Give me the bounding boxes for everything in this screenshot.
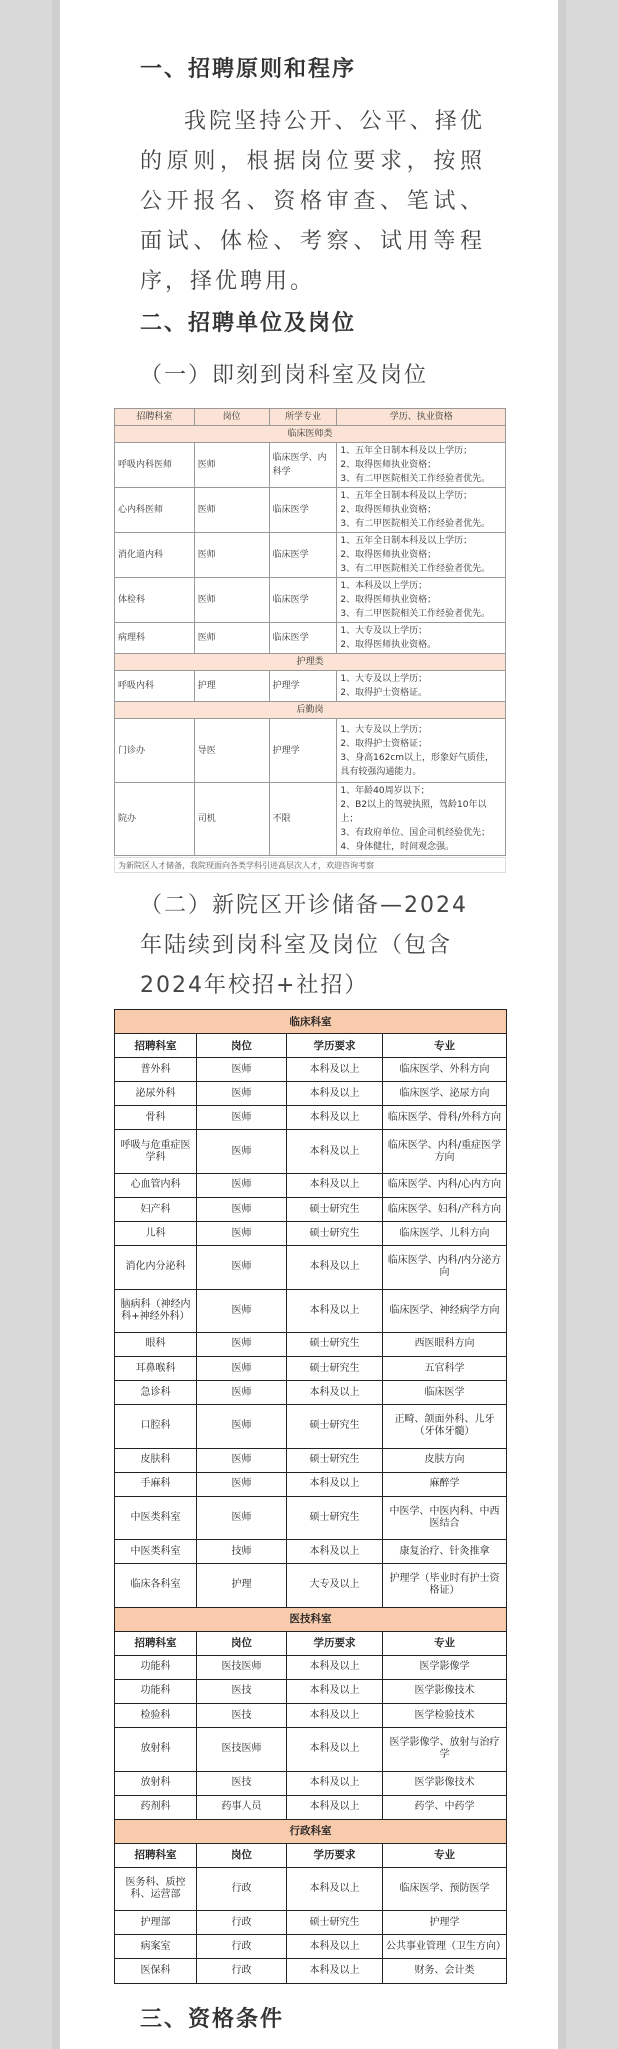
- dept-cell: 院办: [115, 783, 195, 856]
- table-1-header-cell: 岗位: [194, 409, 269, 426]
- table-row: [115, 1448, 507, 1472]
- post-cell: 医师: [197, 1222, 287, 1246]
- major-cell: 医学影像学: [383, 1655, 507, 1679]
- section-3-title: 三、资格条件: [140, 2007, 285, 2032]
- dept-cell: 放射科: [115, 1728, 197, 1771]
- requirement-line: 2、取得医师执业资格；: [340, 550, 437, 560]
- table-row: [115, 1197, 507, 1221]
- table-row: [115, 1405, 507, 1448]
- table-row: [115, 443, 506, 488]
- post-cell: 行政: [197, 1935, 287, 1959]
- education-cell: 本科及以上: [287, 1704, 383, 1728]
- table-1-group-label: 临床医师类: [115, 426, 506, 443]
- dept-cell: 药剂科: [115, 1795, 197, 1819]
- education-cell: 硕士研究生: [287, 1197, 383, 1221]
- major-cell: 临床医学: [269, 488, 337, 533]
- requirement-line: 3、有二甲医院相关工作经验者优先。: [340, 474, 491, 484]
- major-cell: 康复治疗、针灸推拿: [383, 1540, 507, 1564]
- table-2-group-row: [115, 1819, 507, 1843]
- major-cell: 医学检验技术: [383, 1704, 507, 1728]
- requirement-cell: [337, 783, 506, 856]
- education-cell: 本科及以上: [287, 1173, 383, 1197]
- table-row: [115, 1332, 507, 1356]
- post-cell: 医师: [197, 1173, 287, 1197]
- section-2-sub-2: （二）新院区开诊储备—2024年陆续到岗科室及岗位（包含2024年校招+社招）: [140, 893, 468, 998]
- table-row: [115, 1959, 507, 1984]
- table-row: [115, 1357, 507, 1381]
- requirement-cell: [337, 623, 506, 654]
- table-row: [115, 1867, 507, 1910]
- major-cell: 医学影像技术: [383, 1771, 507, 1795]
- post-cell: 医师: [194, 623, 269, 654]
- post-cell: 医师: [197, 1448, 287, 1472]
- education-cell: 硕士研究生: [287, 1222, 383, 1246]
- major-cell: 临床医学、内科学: [269, 443, 337, 488]
- table-1-header-cell: 招聘科室: [115, 409, 195, 426]
- table-2-group-row: [115, 1010, 507, 1034]
- requirement-line: 2、取得医师执业资格；: [340, 505, 437, 515]
- table-row: [115, 1173, 507, 1197]
- education-cell: 硕士研究生: [287, 1496, 383, 1539]
- section-1-body: 我院坚持公开、公平、择优的原则，根据岗位要求，按照公开报名、资格审查、笔试、面试、体检、考察、试用等程序，择优聘用。: [140, 109, 485, 294]
- major-cell: 皮肤方向: [383, 1448, 507, 1472]
- education-cell: 本科及以上: [287, 1106, 383, 1130]
- table-2-group-label: 行政科室: [115, 1819, 507, 1843]
- table-1-group-row: [115, 426, 506, 443]
- major-cell: 正畸、颌面外科、儿牙（牙体牙髓）: [383, 1405, 507, 1448]
- post-cell: 医师: [194, 578, 269, 623]
- table-row: [115, 1564, 507, 1607]
- requirement-cell: [337, 719, 506, 783]
- requirement-line: 3、身高162cm以上，形象好气质佳，具有较强沟通能力。: [340, 752, 495, 777]
- table-row: [115, 1496, 507, 1539]
- post-cell: 医师: [197, 1289, 287, 1332]
- requirement-line: 1、五年全日制本科及以上学历；: [340, 446, 473, 456]
- dept-cell: 心血管内科: [115, 1173, 197, 1197]
- table-row: [115, 1058, 507, 1082]
- right-margin: [566, 0, 618, 2049]
- dept-cell: 中医类科室: [115, 1540, 197, 1564]
- major-cell: 临床医学、妇科/产科方向: [383, 1197, 507, 1221]
- major-cell: 临床医学: [269, 578, 337, 623]
- table-2-group-label: 医技科室: [115, 1607, 507, 1631]
- dept-cell: 病理科: [115, 623, 195, 654]
- requirement-line: 3、有二甲医院相关工作经验者优先。: [340, 519, 491, 529]
- section-1-title: 一、招聘原则和程序: [140, 57, 357, 82]
- education-cell: 大专及以上: [287, 1564, 383, 1607]
- post-cell: 医师: [197, 1106, 287, 1130]
- education-cell: 本科及以上: [287, 1655, 383, 1679]
- major-cell: 临床医学、内科/心内方向: [383, 1173, 507, 1197]
- requirement-cell: [337, 443, 506, 488]
- requirement-line: 2、取得医师执业资格；: [340, 460, 437, 470]
- requirement-line: 1、大专及以上学历；: [340, 724, 428, 735]
- table-2-header-cell: 学历要求: [287, 1843, 383, 1867]
- dept-cell: 骨科: [115, 1106, 197, 1130]
- table-row: [115, 1679, 507, 1703]
- education-cell: 硕士研究生: [287, 1448, 383, 1472]
- major-cell: 医学影像学、放射与治疗学: [383, 1728, 507, 1771]
- major-cell: 麻醉学: [383, 1472, 507, 1496]
- table-row: [115, 1246, 507, 1289]
- major-cell: 临床医学、内科/内分泌方向: [383, 1246, 507, 1289]
- major-cell: 临床医学、神经病学方向: [383, 1289, 507, 1332]
- education-cell: 本科及以上: [287, 1679, 383, 1703]
- major-cell: 临床医学: [383, 1381, 507, 1405]
- post-cell: 药事人员: [197, 1795, 287, 1819]
- dept-cell: 功能科: [115, 1679, 197, 1703]
- major-cell: 西医眼科方向: [383, 1332, 507, 1356]
- requirement-line: 1、五年全日制本科及以上学历；: [340, 491, 473, 501]
- table-row: [115, 1911, 507, 1935]
- requirement-line: 3、有二甲医院相关工作经验者优先。: [340, 564, 491, 574]
- education-cell: 本科及以上: [287, 1130, 383, 1173]
- post-cell: 医师: [197, 1357, 287, 1381]
- post-cell: 医师: [197, 1332, 287, 1356]
- major-cell: 公共事业管理（卫生方向）: [383, 1935, 507, 1959]
- table-row: [115, 671, 506, 702]
- education-cell: 本科及以上: [287, 1795, 383, 1819]
- table-1-group-label: 后勤岗: [115, 702, 506, 719]
- dept-cell: 呼吸内科: [115, 671, 195, 702]
- education-cell: 本科及以上: [287, 1381, 383, 1405]
- post-cell: 医师: [197, 1130, 287, 1173]
- post-cell: 医技医师: [197, 1655, 287, 1679]
- education-cell: 硕士研究生: [287, 1332, 383, 1356]
- table-row: [115, 719, 506, 783]
- section-2-title: 二、招聘单位及岗位: [140, 311, 357, 336]
- post-cell: 护理: [197, 1564, 287, 1607]
- major-cell: 临床医学: [269, 533, 337, 578]
- table-1-header-cell: 学历、执业资格: [337, 409, 506, 426]
- post-cell: 护理: [194, 671, 269, 702]
- right-shadow: [558, 0, 566, 2049]
- table-2-header-row: [115, 1034, 507, 1058]
- table-2-header-cell: 专业: [383, 1034, 507, 1058]
- requirement-line: 1、五年全日制本科及以上学历；: [340, 536, 473, 546]
- table-1-note: 为新院区人才储备，我院现面向各类学科引进高层次人才，欢迎咨询考察: [114, 857, 506, 873]
- dept-cell: 耳鼻喉科: [115, 1357, 197, 1381]
- dept-cell: 消化内分泌科: [115, 1246, 197, 1289]
- major-cell: 不限: [269, 783, 337, 856]
- table-row: [115, 1728, 507, 1771]
- table-2-header-cell: 学历要求: [287, 1034, 383, 1058]
- requirement-line: 1、大专及以上学历；: [340, 674, 428, 684]
- requirement-cell: [337, 488, 506, 533]
- dept-cell: 口腔科: [115, 1405, 197, 1448]
- table-1-header-row: [115, 409, 506, 426]
- requirement-line: 3、有政府单位、国企司机经验优先；: [340, 828, 491, 838]
- table-row: [115, 1381, 507, 1405]
- dept-cell: 中医类科室: [115, 1496, 197, 1539]
- education-cell: 本科及以上: [287, 1058, 383, 1082]
- post-cell: 医技: [197, 1704, 287, 1728]
- requirement-line: 1、大专及以上学历；: [340, 626, 428, 636]
- post-cell: 医技: [197, 1679, 287, 1703]
- post-cell: 医技: [197, 1771, 287, 1795]
- table-row: [115, 488, 506, 533]
- dept-cell: 临床各科室: [115, 1564, 197, 1607]
- requirement-line: 2、取得护士资格证。: [340, 688, 428, 698]
- post-cell: 医师: [197, 1405, 287, 1448]
- table-row: [115, 1771, 507, 1795]
- post-cell: 医师: [194, 533, 269, 578]
- post-cell: 医师: [197, 1496, 287, 1539]
- table-2-header-cell: 专业: [383, 1631, 507, 1655]
- major-cell: 中医学、中医内科、中西医结合: [383, 1496, 507, 1539]
- table-row: [115, 1130, 507, 1173]
- table-row: [115, 623, 506, 654]
- education-cell: 本科及以上: [287, 1082, 383, 1106]
- table-row: [115, 1935, 507, 1959]
- major-cell: 临床医学、预防医学: [383, 1867, 507, 1910]
- dept-cell: 病案室: [115, 1935, 197, 1959]
- post-cell: 医师: [197, 1381, 287, 1405]
- table-1-header-cell: 所学专业: [269, 409, 337, 426]
- table-2-group-row: [115, 1607, 507, 1631]
- table-immediate-positions: [114, 408, 506, 856]
- post-cell: 行政: [197, 1959, 287, 1984]
- dept-cell: 门诊办: [115, 719, 195, 783]
- dept-cell: 泌尿外科: [115, 1082, 197, 1106]
- requirement-line: 2、B2以上的驾驶执照，驾龄10年以上；: [340, 800, 487, 824]
- post-cell: 行政: [197, 1911, 287, 1935]
- table-2-group-label: 临床科室: [115, 1010, 507, 1034]
- post-cell: 医师: [197, 1058, 287, 1082]
- dept-cell: 消化道内科: [115, 533, 195, 578]
- left-margin: [0, 0, 52, 2049]
- requirement-cell: [337, 533, 506, 578]
- post-cell: 导医: [194, 719, 269, 783]
- table-2-header-row: [115, 1843, 507, 1867]
- requirement-cell: [337, 671, 506, 702]
- dept-cell: 体检科: [115, 578, 195, 623]
- dept-cell: 急诊科: [115, 1381, 197, 1405]
- table-1-group-row: [115, 702, 506, 719]
- post-cell: 医师: [197, 1082, 287, 1106]
- requirement-line: 2、取得医师执业资格；: [340, 595, 437, 605]
- article-page: [60, 0, 558, 2049]
- requirement-line: 2、取得医师执业资格。: [340, 640, 437, 650]
- education-cell: 本科及以上: [287, 1728, 383, 1771]
- table-2-header-cell: 招聘科室: [115, 1631, 197, 1655]
- major-cell: 临床医学、泌尿方向: [383, 1082, 507, 1106]
- requirement-cell: [337, 578, 506, 623]
- major-cell: 五官科学: [383, 1357, 507, 1381]
- section-2-sub-1: （一）即刻到岗科室及岗位: [140, 363, 429, 388]
- post-cell: 司机: [194, 783, 269, 856]
- dept-cell: 医保科: [115, 1959, 197, 1984]
- dept-cell: 呼吸与危重症医学科: [115, 1130, 197, 1173]
- table-2-header-cell: 学历要求: [287, 1631, 383, 1655]
- major-cell: 护理学: [383, 1911, 507, 1935]
- table-row: [115, 578, 506, 623]
- table-1-group-label: 护理类: [115, 654, 506, 671]
- education-cell: 本科及以上: [287, 1246, 383, 1289]
- post-cell: 医师: [197, 1472, 287, 1496]
- major-cell: 护理学（毕业时有护士资格证）: [383, 1564, 507, 1607]
- table-row: [115, 1540, 507, 1564]
- table-2-header-cell: 岗位: [197, 1843, 287, 1867]
- table-row: [115, 1082, 507, 1106]
- dept-cell: 手麻科: [115, 1472, 197, 1496]
- requirement-line: 1、本科及以上学历；: [340, 581, 428, 591]
- table-row: [115, 1106, 507, 1130]
- table-row: [115, 1222, 507, 1246]
- table-row: [115, 1704, 507, 1728]
- dept-cell: 妇产科: [115, 1197, 197, 1221]
- table-row: [115, 1289, 507, 1332]
- table-2-header-cell: 岗位: [197, 1034, 287, 1058]
- post-cell: 行政: [197, 1867, 287, 1910]
- education-cell: 硕士研究生: [287, 1357, 383, 1381]
- major-cell: 护理学: [269, 719, 337, 783]
- major-cell: 临床医学: [269, 623, 337, 654]
- table-row: [115, 533, 506, 578]
- requirement-line: 3、有二甲医院相关工作经验者优先。: [340, 609, 491, 619]
- table-2-header-cell: 招聘科室: [115, 1843, 197, 1867]
- table-2-header-row: [115, 1631, 507, 1655]
- post-cell: 医师: [194, 443, 269, 488]
- education-cell: 本科及以上: [287, 1771, 383, 1795]
- major-cell: 临床医学、内科/重症医学方向: [383, 1130, 507, 1173]
- major-cell: 临床医学、骨科/外科方向: [383, 1106, 507, 1130]
- requirement-line: 2、取得护士资格证；: [340, 738, 428, 749]
- dept-cell: 眼科: [115, 1332, 197, 1356]
- post-cell: 技师: [197, 1540, 287, 1564]
- table-row: [115, 1655, 507, 1679]
- dept-cell: 放射科: [115, 1771, 197, 1795]
- dept-cell: 心内科医师: [115, 488, 195, 533]
- table-1-group-row: [115, 654, 506, 671]
- major-cell: 医学影像技术: [383, 1679, 507, 1703]
- education-cell: 硕士研究生: [287, 1405, 383, 1448]
- major-cell: 临床医学、外科方向: [383, 1058, 507, 1082]
- dept-cell: 普外科: [115, 1058, 197, 1082]
- requirement-line: 1、年龄40周岁以下；: [340, 786, 430, 796]
- education-cell: 本科及以上: [287, 1959, 383, 1984]
- major-cell: 临床医学、儿科方向: [383, 1222, 507, 1246]
- left-shadow: [52, 0, 60, 2049]
- post-cell: 医技医师: [197, 1728, 287, 1771]
- table-row: [115, 1795, 507, 1819]
- table-row: [115, 1472, 507, 1496]
- post-cell: 医师: [194, 488, 269, 533]
- table-2-header-cell: 专业: [383, 1843, 507, 1867]
- education-cell: 本科及以上: [287, 1289, 383, 1332]
- table-2-header-cell: 招聘科室: [115, 1034, 197, 1058]
- major-cell: 护理学: [269, 671, 337, 702]
- dept-cell: 呼吸内科医师: [115, 443, 195, 488]
- dept-cell: 脑病科（神经内科+神经外科）: [115, 1289, 197, 1332]
- post-cell: 医师: [197, 1197, 287, 1221]
- post-cell: 医师: [197, 1246, 287, 1289]
- education-cell: 本科及以上: [287, 1472, 383, 1496]
- education-cell: 本科及以上: [287, 1867, 383, 1910]
- dept-cell: 儿科: [115, 1222, 197, 1246]
- table-2-header-cell: 岗位: [197, 1631, 287, 1655]
- table-row: [115, 783, 506, 856]
- table-reserve-positions: [114, 1009, 507, 1984]
- major-cell: 药学、中药学: [383, 1795, 507, 1819]
- education-cell: 本科及以上: [287, 1935, 383, 1959]
- major-cell: 财务、会计类: [383, 1959, 507, 1984]
- dept-cell: 检验科: [115, 1704, 197, 1728]
- requirement-line: 4、身体健壮，时间观念强。: [340, 842, 455, 852]
- education-cell: 硕士研究生: [287, 1911, 383, 1935]
- dept-cell: 皮肤科: [115, 1448, 197, 1472]
- dept-cell: 医务科、质控科、运营部: [115, 1867, 197, 1910]
- dept-cell: 功能科: [115, 1655, 197, 1679]
- education-cell: 本科及以上: [287, 1540, 383, 1564]
- dept-cell: 护理部: [115, 1911, 197, 1935]
